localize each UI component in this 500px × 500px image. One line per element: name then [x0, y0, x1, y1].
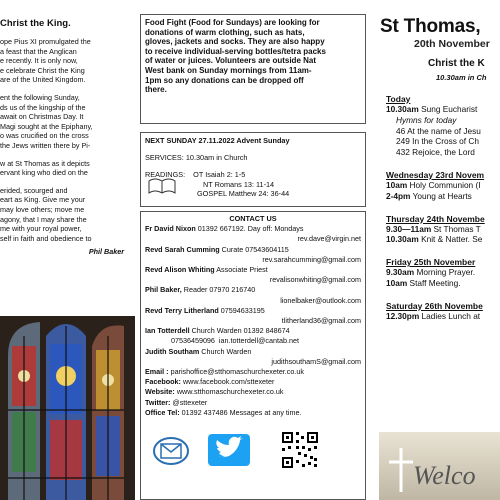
- contact-twitter-row[interactable]: Twitter: @sttexeter: [145, 397, 208, 407]
- left-title: Christ the King.: [0, 18, 71, 29]
- readings-label: READINGS:: [145, 170, 186, 180]
- contact-facebook-row[interactable]: Facebook: www.facebook.com/sttexeter: [145, 377, 275, 387]
- contact-heading: CONTACT US: [229, 214, 277, 223]
- middle-column: [138, 0, 366, 500]
- left-para-3: w at St Thomas as it depicts ervant king who died on the: [0, 158, 90, 178]
- contact-row: Judith Southam Church Warden: [145, 346, 252, 356]
- saturday-section: Saturday 26th Novembe 12.30pm Ladies Lunch at: [386, 300, 483, 321]
- stained-glass-window-image: [0, 316, 135, 500]
- contact-email[interactable]: tlitherland36@gmail.com: [281, 316, 361, 326]
- contact-row: Revd Alison Whiting Associate Priest: [145, 265, 268, 275]
- contact-row: Fr David Nixon 01392 667192. Day off: Mondays: [145, 224, 304, 234]
- food-fight-notice: Food Fight (Food for Sundays) are looking for donations of warm clothing, such as hats, gloves, jackets and socks. They are also happy to receive individual-serving bottles/tetra packs of water or juices. Volunteers are outside Nat West bank on Sunday mornings from 11am- 1pm so any donations can be dropped off there.: [140, 14, 366, 124]
- reading-gospel: GOSPEL Matthew 24: 36-44: [197, 188, 290, 198]
- today-section: Today 10.30am Sung Eucharist Hymns for today 46 At the name of Jesu 249 In the Cross of Ch 432 Rejoice, the Lord: [386, 94, 481, 158]
- contact-email[interactable]: lionelbaker@outlook.com: [280, 295, 361, 305]
- church-title: St Thomas,: [380, 16, 481, 37]
- contact-email-row[interactable]: Email : parishoffice@stthomaschurchexeter.co.uk: [145, 367, 304, 377]
- contact-email[interactable]: rev.dave@virgin.net: [297, 234, 361, 244]
- contact-row: Revd Sarah Cumming Curate 07543604115: [145, 244, 289, 254]
- service-subheading: 10.30am in Ch: [436, 73, 487, 82]
- bible-icon: [147, 175, 177, 197]
- contact-website-row[interactable]: Website: www.stthomaschurchexeter.co.uk: [145, 387, 284, 397]
- left-para-1: ope Pius XI promulgated the a feast that the Anglican e recently. It is only now, e celebrate Christ the King are of the United Kingdom.: [0, 37, 91, 85]
- reading-nt: NT Romans 13: 11-14: [203, 179, 275, 189]
- welcome-text: Welco: [413, 461, 476, 490]
- contact-row: Revd Terry Litherland 07594633195: [145, 305, 265, 315]
- welcome-banner-image: [379, 432, 500, 500]
- left-para-4: erided, scourged and eart as King. Give me your may love others; move me agony, that I may share the me with your royal power, self in faith and obedience to: [0, 185, 92, 243]
- contact-row: 07536459096 ian.totterdell@cantab.net: [145, 336, 299, 346]
- services-label: SERVICES:: [145, 153, 184, 163]
- feast-heading: Christ the K: [428, 58, 485, 69]
- next-sunday-box: [140, 132, 366, 207]
- contact-email[interactable]: rev.sarahcumming@gmail.com: [262, 254, 361, 264]
- services-value: 10.30am in Church: [185, 153, 248, 163]
- next-sunday-title: NEXT SUNDAY 27.11.2022 Advent Sunday: [145, 136, 290, 145]
- contact-list: [145, 224, 361, 418]
- contact-email[interactable]: judithsouthamS@gmail.com: [271, 356, 361, 366]
- contact-email[interactable]: revalisonwhiting@gmail.com: [269, 275, 361, 285]
- contact-row: Ian Totterdell Church Warden 01392 848674: [145, 326, 290, 336]
- twitter-icon[interactable]: [206, 432, 252, 468]
- contact-row: Phil Baker, Reader 07970 216740: [145, 285, 256, 295]
- signature: Phil Baker: [88, 247, 124, 257]
- reading-ot: OT Isaiah 2: 1-5: [193, 170, 246, 180]
- email-icon[interactable]: [152, 436, 190, 466]
- contact-office-row: Office Tel: 01392 437486 Messages at any time.: [145, 407, 302, 417]
- right-column: [370, 0, 500, 500]
- friday-section: Friday 25th November 9.30am Morning Prayer. 10am Staff Meeting.: [386, 257, 476, 288]
- qr-code-icon[interactable]: [280, 430, 320, 470]
- thursday-section: Thursday 24th Novembe 9.30—11am St Thomas T 10.30am Knit & Natter. Se: [386, 213, 485, 245]
- date-heading: 20th November: [414, 38, 490, 50]
- left-para-2: ent the following Sunday, ds us of the kingship of the await on Christmas Day. It Magi sought at the Epiphany, o was crucified on the cross the Jews written there by Pi-: [0, 92, 93, 150]
- contact-icons: [138, 430, 364, 470]
- left-column: [0, 0, 136, 500]
- wednesday-section: Wednesday 23rd Novem 10am Holy Communion (I 2-4pm Young at Hearts: [386, 169, 485, 201]
